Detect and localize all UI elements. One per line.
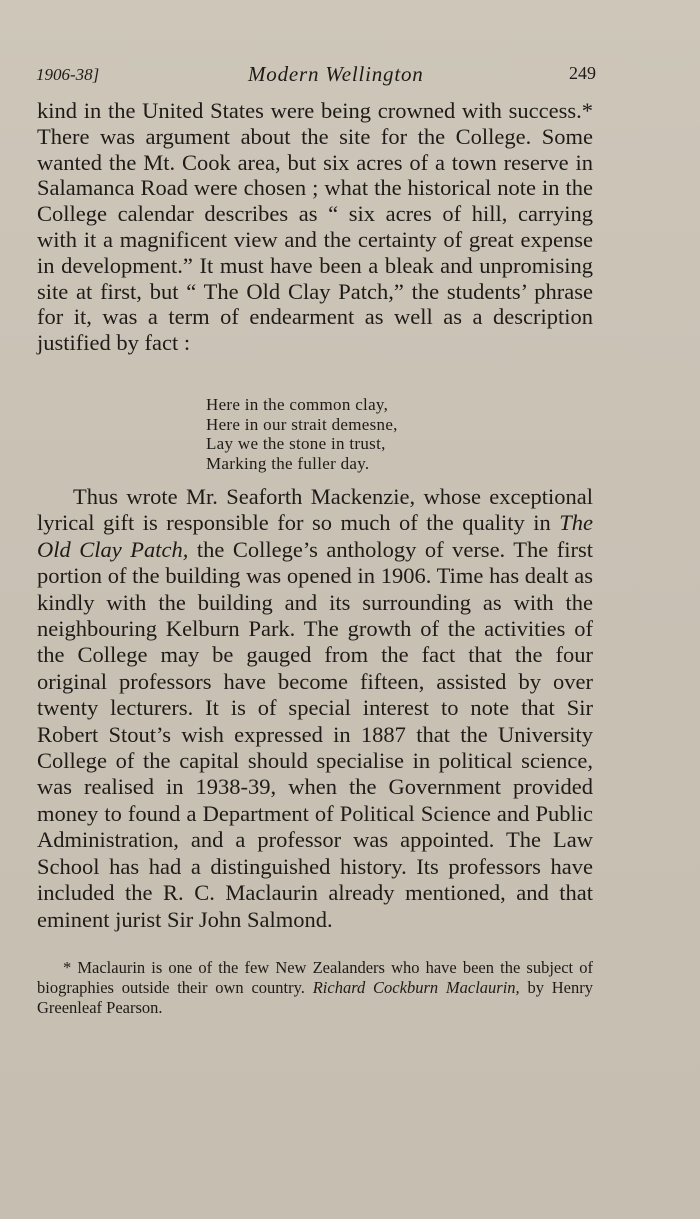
footnote-text — [37, 958, 593, 1017]
anthology-title: The Old Clay Patch, — [37, 510, 593, 562]
verse-line: Here in the common clay, — [206, 395, 389, 414]
paragraph-text-start: Thus wrote Mr. Seaforth Mackenzie, whose exceptional lyrical gift is responsible for so much of the quality in — [37, 484, 593, 536]
running-head — [36, 62, 596, 88]
paragraph-text-end: the College’s anthology of verse. The first portion of the building was opened in 1906. Time has dealt as kindly with the building and its surrounding as with the neighbouring Kelburn Park. The growth of the activities of the College may be gauged from the fact that the four original professors have become fifteen, assisted by over twenty lecturers. It is of special interest to note that Sir Robert Stout’s wish expressed in 1887 that the University College of the capital should specialise in political science, was realised in 1938-39, when the Government provided money to found a Department of Political Science and Public Administration, and a professor was appointed. The Law School has had a distinguished history. Its professors have included the R. C. Maclaurin already mentioned, and that eminent jurist Sir John Salmond. — [37, 536, 593, 932]
footnote-text-start: * Maclaurin is one of the few New Zealanders who have been the subject of biographies outside their own country. — [37, 958, 593, 997]
running-title: Modern Wellington — [248, 62, 424, 86]
verse-quotation — [206, 395, 398, 473]
body-paragraph-2 — [37, 484, 593, 933]
biography-title: Richard Cockburn Maclaurin, — [312, 977, 520, 997]
body-paragraph-1 — [37, 98, 593, 356]
verse-line: Here in our strait demesne, — [206, 414, 398, 434]
page-number: 249 — [569, 63, 596, 83]
paragraph-text: kind in the United States were being crowned with success.* There was argument about the site for the College. Some wanted the Mt. Cook area, but six acres of a town reserve in Salamanca Road were chosen ; what the historical note in the College calendar describes as “ six acres of hill, carrying with it a magnificent view and the certainty of great expense in development.” It must have been a bleak and unpromising site at first, but “ The Old Clay Patch,” the students’ phrase for it, was a term of endearment as well as a description justified by fact : — [37, 98, 593, 356]
chapter-years: 1906-38] — [36, 65, 100, 84]
paragraph-text — [37, 484, 593, 933]
footnote-text-end: by Henry Greenleaf Pearson. — [37, 977, 593, 1017]
footnote — [37, 958, 593, 1017]
verse-line: Marking the fuller day. — [206, 453, 370, 473]
verse-line: Lay we the stone in trust, — [206, 434, 386, 453]
